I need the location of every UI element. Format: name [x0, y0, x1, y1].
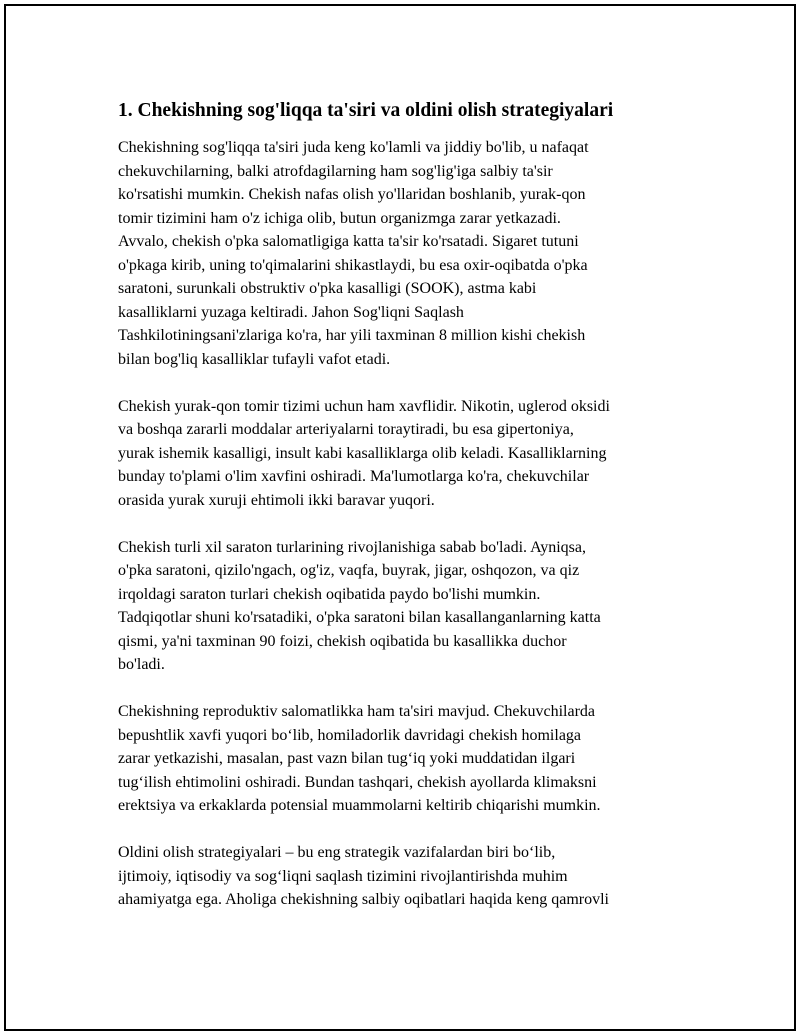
paragraph-1: [118, 136, 698, 371]
text-line: Tadqiqotlar shuni ko'rsatadiki, o'pka saratoni bilan kasallanganlarning katta: [118, 609, 601, 626]
text-line: bo'ladi.: [118, 656, 165, 673]
text-line: o'pkaga kirib, uning to'qimalarini shikastlaydi, bu esa oxir-oqibatda o'pka: [118, 256, 588, 274]
section-heading: 1. Chekishning sog'liqqa ta'siri va oldini olish strategiyalari: [118, 100, 614, 121]
text-line: o'pka saratoni, qizilo'ngach, og'iz, vaqfa, buyrak, jigar, oshqozon, va qiz: [118, 562, 580, 579]
text-line: bunday to'plami o'lim xavfini oshiradi. Ma'lumotlarga ko'ra, chekuvchilar: [118, 468, 590, 485]
text-line: zarar yetkazishi, masalan, past vazn bilan tug‘iq yoki muddatidan ilgari: [118, 750, 576, 767]
document-page: [4, 4, 796, 1031]
paragraph-4: [118, 700, 698, 818]
text-line: Chekishning sog'liqqa ta'siri juda keng ko'lamli va jiddiy bo'lib, u nafaqat: [118, 139, 589, 156]
text-line: kasalliklarni yuzaga keltiradi. Jahon Sog'liqni Saqlash: [118, 303, 464, 321]
text-line: Chekishning reproduktiv salomatlikka ham ta'siri mavjud. Chekuvchilarda: [118, 703, 596, 720]
text-line: bepushtlik xavfi yuqori bo‘lib, homiladorlik davridagi chekish homilaga: [118, 726, 582, 744]
paragraph-5: [118, 841, 698, 912]
text-line: Oldini olish strategiyalari – bu eng strategik vazifalardan biri bo‘lib,: [118, 844, 556, 861]
paragraph-3: [118, 536, 698, 677]
text-line: Tashkilotiningsani'zlariga ko'ra, har yili taxminan 8 million kishi chekish: [118, 327, 586, 344]
text-line: Chekish yurak-qon tomir tizimi uchun ham xavflidir. Nikotin, uglerod oksidi: [118, 397, 610, 415]
text-line: ahamiyatga ega. Aholiga chekishning salbiy oqibatlari haqida keng qamrovli: [118, 891, 609, 908]
text-line: orasida yurak xuruji ehtimoli ikki baravar yuqori.: [118, 491, 435, 509]
text-line: qismi, ya'ni taxminan 90 foizi, chekish oqibatida bu kasallikka duchor: [118, 632, 567, 650]
text-line: yurak ishemik kasalligi, insult kabi kasalliklarga olib keladi. Kasalliklarning: [118, 444, 607, 462]
text-line: ijtimoiy, iqtisodiy va sog‘liqni saqlash tizimini rivojlantirishda muhim: [118, 867, 568, 885]
text-line: tug‘ilish ehtimolini oshiradi. Bundan tashqari, chekish ayollarda klimaksni: [118, 773, 597, 791]
text-line: Chekish turli xil saraton turlarining rivojlanishiga sabab bo'ladi. Ayniqsa,: [118, 538, 587, 556]
paragraph-2: [118, 395, 698, 513]
document-content: [118, 98, 698, 935]
text-line: tomir tizimini ham o'z ichiga olib, butun organizmga zarar yetkazadi.: [118, 209, 561, 227]
text-line: bilan bog'liq kasalliklar tufayli vafot etadi.: [118, 350, 391, 368]
text-line: va boshqa zararli moddalar arteriyalarni toraytiradi, bu esa gipertoniya,: [118, 421, 574, 438]
text-line: irqoldagi saraton turlari chekish oqibatida paydo bo'lishi mumkin.: [118, 585, 541, 603]
text-line: erektsiya va erkaklarda potensial muammolarni keltirib chiqarishi mumkin.: [118, 797, 601, 814]
text-line: saratoni, surunkali obstruktiv o'pka kasalligi (SOOK), astma kabi: [118, 280, 537, 297]
text-line: Avvalo, chekish o'pka salomatligiga katta ta'sir ko'rsatadi. Sigaret tutuni: [118, 233, 579, 250]
text-line: ko'rsatishi mumkin. Chekish nafas olish yo'llaridan boshlanib, yurak-qon: [118, 186, 586, 203]
text-line: chekuvchilarning, balki atrofdagilarning ham sog'lig'iga salbiy ta'sir: [118, 162, 553, 180]
